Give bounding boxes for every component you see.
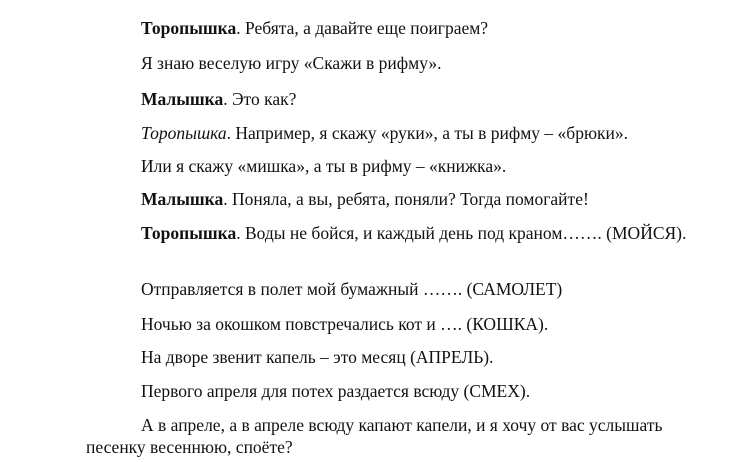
paragraph-text: . Воды не бойся, и каждый день под краном……. (МОЙСЯ).: [236, 223, 687, 243]
paragraph-text: На дворе звенит капель – это месяц (АПРЕЛЬ).: [141, 347, 494, 367]
paragraph-1: [86, 17, 726, 39]
paragraph-7: [86, 222, 726, 244]
paragraph-text: Отправляется в полет мой бумажный ……. (САМОЛЕТ): [141, 279, 563, 299]
paragraph-5: [86, 155, 726, 177]
paragraph-text: Я знаю веселую игру «Скажи в рифму».: [141, 53, 442, 73]
paragraph-text: . Поняла, а вы, ребята, поняли? Тогда помогайте!: [223, 189, 589, 209]
speaker-name: Малышка: [141, 89, 224, 109]
speaker-name: Малышка: [141, 189, 224, 209]
paragraph-text: А в апреле, а в апреле всюду капают капели, и я хочу от вас услышать песенку весеннюю, споёте?: [86, 415, 663, 457]
paragraph-12: [86, 414, 726, 458]
speaker-name: Торопышка: [141, 18, 237, 38]
paragraph-6: [86, 188, 726, 210]
paragraph-3: [86, 88, 726, 110]
paragraph-text: . Это как?: [223, 89, 297, 109]
speaker-name: Торопышка: [141, 123, 227, 143]
paragraph-9: [86, 313, 726, 335]
paragraph-text: Или я скажу «мишка», а ты в рифму – «книжка».: [141, 156, 507, 176]
speaker-name: Торопышка: [141, 223, 237, 243]
paragraph-text: Первого апреля для потех раздается всюду (СМЕХ).: [141, 381, 531, 401]
paragraph-8: [86, 278, 726, 300]
paragraph-text: . Ребята, а давайте еще поиграем?: [236, 18, 489, 38]
paragraph-text: Ночью за окошком повстречались кот и …. (КОШКА).: [141, 314, 549, 334]
paragraph-11: [86, 380, 726, 402]
paragraph-2: [86, 52, 726, 74]
paragraph-text: . Например, я скажу «руки», а ты в рифму – «брюки».: [226, 123, 629, 143]
paragraph-4: [86, 122, 726, 144]
paragraph-10: [86, 346, 726, 368]
